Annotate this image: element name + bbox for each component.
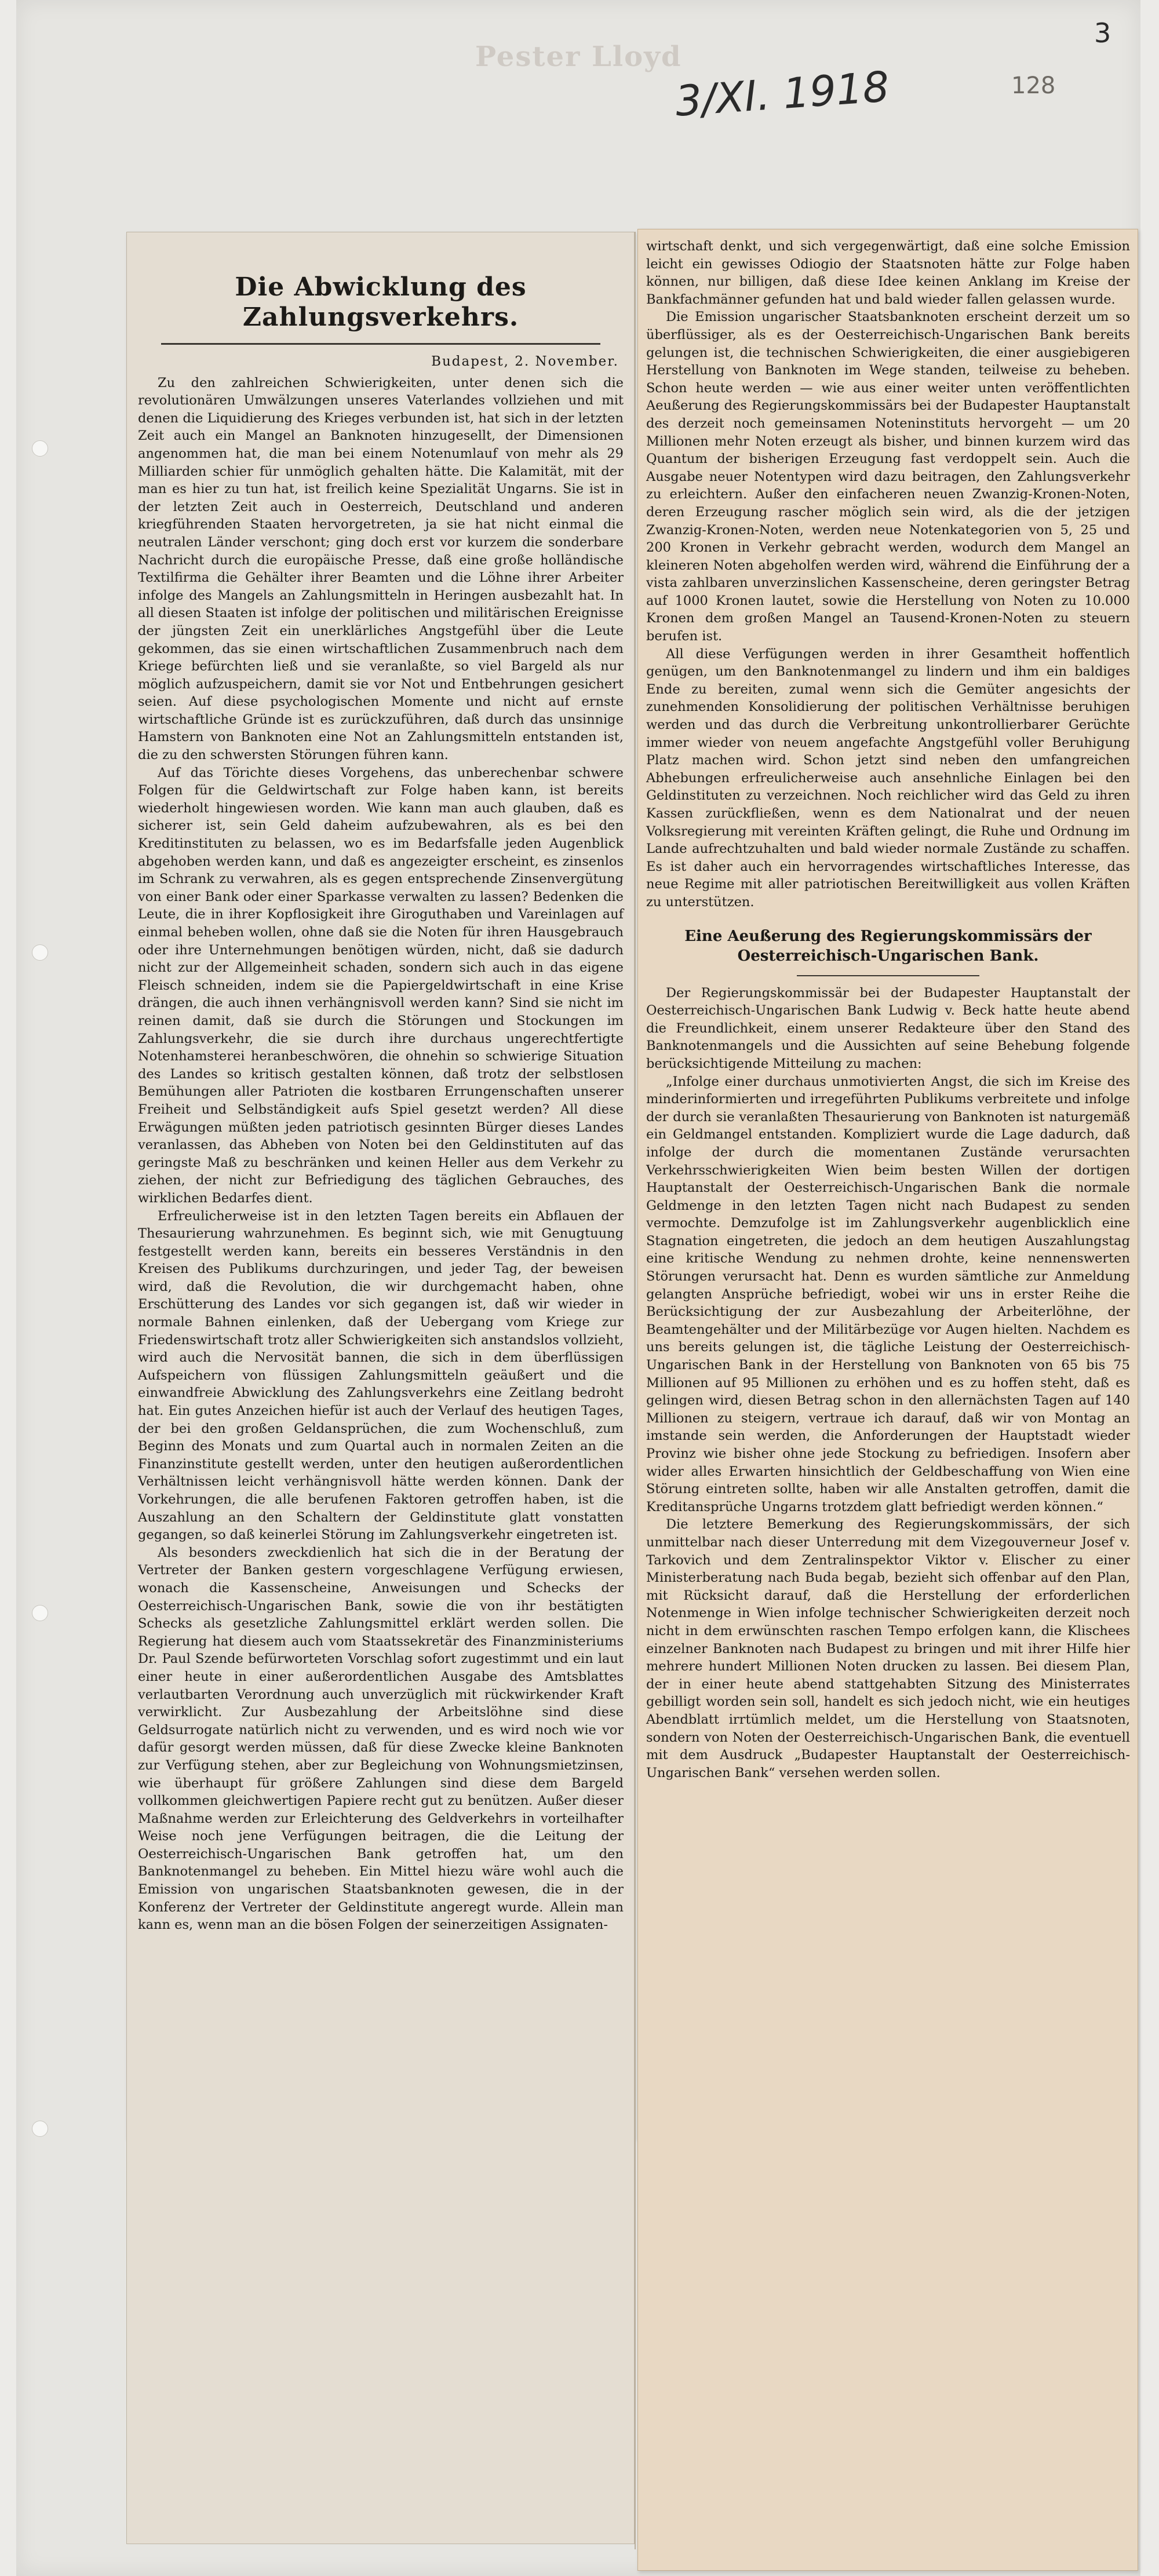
article-paragraph: wirtschaft denkt, und sich vergegenwärtigt, daß eine solche Emission leicht ein gewisses Odiogio der Staatsnoten hätte zur Folge haben können, nur billigen, daß diese Idee keinen Anklang im Kreise der Bankfachmänner gefunden hat und bald wieder fallen gelassen wurde. (646, 239, 1130, 307)
punch-hole (32, 1605, 48, 1621)
article-paragraph: Die Emission ungarischer Staatsbanknoten erscheint derzeit um so überflüssiger, als es der Oesterreichisch-Ungarischen Bank bereits gelungen ist, die technischen Schwierigkeiten, die einer ausgiebigeren Herstellung von Banknoten im Wege standen, teilweise zu beheben. Schon heute werden — wie aus einer weiter unten veröffentlichten Aeußerung des Regierungskommissärs bei der Budapester Hauptanstalt des derzeit noch gemeinsamen Noteninstituts hervorgeht — um 20 Millionen mehr Noten erzeugt als bisher, und binnen kurzem wird das Quantum der bisherigen Erzeugung fast verdoppelt sein. Auch die Ausgabe neuer Notentypen wird dazu beitragen, den Zahlungsverkehr zu erleichtern. Außer den einfacheren neuen Zwanzig-Kronen-Noten, deren Erzeugung rascher möglich sein wird, als die der jetzigen Zwanzig-Kronen-Noten, werden neue Notenkategorien von 5, 25 und 200 Kronen in Verkehr gebracht werden, wodurch dem Mangel an kleineren Noten abgeholfen werden wird, während die Einführung der a vista zahlbaren unverzinslichen Kassenscheine, deren geringster Betrag auf 1000 Kronen lautet, sowie die Herstellung von Noten zu 10.000 Kronen dem großen Mangel an Tausend-Kronen-Noten zu steuern berufen ist. (646, 309, 1130, 644)
article-dateline: Budapest, 2. November. (431, 354, 619, 369)
article-paragraph: Die letztere Bemerkung des Regierungskommissärs, der sich unmittelbar nach dieser Unterredung mit dem Vizegouverneur Josef v. Tarkovich und dem Zentralinspektor Viktor v. Elischer zu einer Ministerberatung nach Buda begab, bezieht sich offenbar auf den Plan, mit Rücksicht darauf, daß die Herstellung der erforderlichen Notenmenge in Wien infolge technischer Schwierigkeiten derzeit noch nicht in dem erwünschten raschen Tempo erfolgen kann, die Klischees einzelner Banknoten nach Budapest zu bringen und mit ihrer Hilfe hier mehrere hundert Millionen Noten drucken zu lassen. Bei diesem Plan, der in einer heute abend stattgehabten Sitzung des Ministerrates gebilligt worden sein soll, handelt es sich jedoch nicht, wie ein heutiges Abendblatt irrtümlich meldet, um die Herstellung von Staatsnoten, sondern von Noten der Oesterreichisch-Ungarischen Bank, die eventuell mit dem Ausdruck „Budapester Hauptanstalt der Oesterreichisch-Ungarischen Bank“ versehen werden sollen. (646, 1517, 1130, 1780)
article-paragraph: Zu den zahlreichen Schwierigkeiten, unter denen sich die revolutionären Umwälzungen unseres Vaterlandes vollziehen und mit denen die Liquidierung des Krieges verbunden ist, hat sich in der letzten Zeit auch ein Mangel an Banknoten hinzugesellt, der Dimensionen angenommen hat, die man bei einem Notenumlauf von mehr als 29 Milliarden schier für unmöglich gehalten hätte. Die Kalamität, mit der man es hier zu tun hat, ist freilich keine Spezialität Ungarns. Sie ist in der letzten Zeit auch in Oesterreich, Deutschland und anderen kriegführenden Staaten hervorgetreten, ja sie hat nicht einmal die neutralen Länder verschont; ging doch erst vor kurzem die sonderbare Nachricht durch die europäische Presse, daß eine große holländische Textilfirma die Gehälter ihrer Beamten und die Löhne ihrer Arbeiter infolge des Mangels an Zahlungsmitteln in Heringen ausbezahlt hat. In all diesen Staaten ist infolge der politischen und militärischen Ereignisse der jüngsten Zeit ein unerklärliches Angstgefühl über die Leute gekommen, das sie einen wirtschaftlichen Zusammenbruch nach dem Kriege befürchten ließ und sie veranlaßte, so viel Bargeld als nur möglich aufzuspeichern, damit sie vor Not und Entbehrungen gesichert seien. Auf diese psychologischen Momente und nicht auf ernste wirtschaftliche Gründe ist es zurückzuführen, daß durch das unsinnige Hamstern von Banknoten eine Not an Zahlungsmitteln entstanden ist, die zu den schwersten Störungen führen kann. (138, 375, 624, 763)
article-paragraph: All diese Verfügungen werden in ihrer Gesamtheit hoffentlich genügen, um den Banknotenmangel zu lindern und ihm ein baldiges Ende zu bereiten, zumal wenn sich die Gemüter angesichts der zunehmenden Konsolidierung der politischen Verhältnisse beruhigen werden und das durch die Verbreitung unkontrollierbarer Gerüchte immer wieder von neuem angefachte Angstgefühl voller Beruhigung Platz machen wird. Schon jetzt sind neben den umfangreichen Abhebungen erfreulicherweise auch ansehnliche Einlagen bei den Geldinstituten zu verzeichnen. Noch reichlicher wird das Geld zu ihren Kassen zurückfließen, wenn es dem Nationalrat und der neuen Volksregierung mit vereinten Kräften gelingt, die Ruhe und Ordnung im Lande aufrechtzuhalten und bald wieder normale Zustände zu schaffen. Es ist daher auch ein hervorragendes wirtschaftliches Interesse, das neue Regime mit aller patriotischen Bereitwilligkeit aus vollen Kräften zu unterstützen. (646, 646, 1130, 910)
punch-hole (32, 440, 48, 457)
subhead-rule (797, 975, 979, 976)
punch-hole (32, 2121, 48, 2137)
article-paragraph: Erfreulicherweise ist in den letzten Tagen bereits ein Abflauen der Thesaurierung wahrzunehmen. Es beginnt sich, wie mit Genugtuung festgestellt werden kann, bereits ein besseres Verständnis in den Kreisen des Publikums durchzuringen, und jeder Tag, der beweisen wird, daß die Revolution, die wir durchgemacht haben, ohne Erschütterung des Landes vor sich gegangen ist, daß wir wieder in normale Bahnen einlenken, daß der Uebergang vom Kriege zur Friedenswirtschaft trotz aller Schwierigkeiten sich anstandslos vollzieht, wird auch die Nervosität bannen, die sich in dem überflüssigen Aufspeichern von flüssigen Zahlungsmitteln geäußert und die einwandfreie Abwicklung des Zahlungsverkehrs eine Zeitlang bedroht hat. Ein gutes Anzeichen hiefür ist auch der Verlauf des heutigen Tages, der bei den großen Geldansprüchen, die zum Wochenschluß, zum Beginn des Monats und zum Quartal auch in normalen Zeiten an die Finanzinstitute gestellt werden, unter den heutigen außerordentlichen Verhältnissen leicht verhängnisvoll hätte werden können. Dank der Vorkehrungen, die alle berufenen Faktoren getroffen haben, ist die Auszahlung an den Schaltern der Geldinstitute glatt vonstatten gegangen, so daß keinerlei Störung im Zahlungsverkehr eingetreten ist. (138, 1208, 624, 1543)
clipping-left-tail (126, 2138, 635, 2544)
article-headline: Die Abwicklung des Zahlungsverkehrs. (235, 272, 527, 332)
punch-hole (32, 944, 48, 961)
page-number: 3 (1094, 17, 1111, 49)
article-paragraph: Auf das Törichte dieses Vorgehens, das unberechenbar schwere Folgen für die Geldwirtschaft zur Folge haben kann, ist bereits wiederholt hingewiesen worden. Wie kann man auch glauben, daß es sicherer ist, sein Geld daheim aufzubewahren, als es bei den Kreditinstituten zu belassen, wo es im Bedarfsfalle jeden Augenblick abgehoben werden kann, und daß es angezeigter erscheint, es zinsenlos im Schrank zu verwahren, als es gegen entsprechende Zinsenvergütung von einer Bank oder einer Sparkasse verwalten zu lassen? Bedenken die Leute, die in ihrer Kopflosigkeit ihre Giroguthaben und Vareinlagen auf einmal beheben wollen, ohne daß sie die Noten für ihren Hausgebrauch oder ihre Unternehmungen benötigen würden, nicht, daß sie dadurch nicht zur der Allgemeinheit schaden, sondern sich auch in das eigene Fleisch schneiden, indem sie die Papiergeldwirtschaft in eine Krise drängen, die auch ihnen verhängnisvoll werden kann? Sind sie nicht im reinen damit, daß sie durch die Störungen und Stockungen im Zahlungsverkehr, die sie durch ihre durchaus ungerechtfertigte Notenhamsterei heranbeschwören, die ohnehin so schwierige Situation des Landes so kritisch gestalten können, daß trotz der selbstlosen Bemühungen aller Patrioten die kostbaren Errungenschaften unserer Freiheit und Selbständigkeit aufs Spiel gesetzt werden? All diese Erwägungen müßten jeden patriotisch gesinnten Bürger dieses Landes veranlassen, das Abheben von Noten bei den Geldinstituten auf das geringste Maß zu beschränken und keinen Heller aus dem Verkehr zu ziehen, der nicht zur Befriedigung des täglichen Gebrauches, des wirklichen Bedarfes dient. (138, 765, 624, 1206)
article-subhead: Eine Aeußerung des Regierungskommissärs der Oesterreichisch-Ungarischen Bank. (684, 927, 1092, 965)
article-column-left (138, 249, 624, 1934)
article-paragraph: „Infolge einer durchaus unmotivierten Angst, die sich im Kreise des minderinformierten und irregeführten Publikums verbreitete und infolge der durch sie veranlaßten Thesaurierung von Banknoten ist naturgemäß ein Geldmangel entstanden. Kompliziert wurde die Lage dadurch, daß infolge der durch die momentanen Zustände verursachten Verkehrsschwierigkeiten Wien beim besten Willen der dortigen Hauptanstalt der Oesterreichisch-Ungarischen Bank die normale Geldmenge in den letzten Tagen nicht nach Budapest zu senden vermochte. Demzufolge ist im Zahlungsverkehr augenblicklich eine Stagnation eingetreten, die jedoch an dem heutigen Auszahlungstag eine kritische Wendung zu nehmen drohte, keine nennenswerten Störungen verursacht hat. Denn es wurden sämtliche zur Anmeldung gelangten Ansprüche befriedigt, wobei wir uns in erster Reihe die Berücksichtigung der zur Ausbezahlung der Arbeiterlöhne, der Beamtengehälter und der Militärbezüge vor Augen hielten. Nachdem es uns bereits gelungen ist, die tägliche Leistung der Oesterreichisch-Ungarischen Bank in der Herstellung von Banknoten von 65 bis 75 Millionen auf 95 Millionen zu erhöhen und es zu hoffen steht, daß es gelingen wird, diesen Betrag schon in den allernächsten Tagen auf 140 Millionen zu steigern, vertraue ich darauf, daß wir von Montag an imstande sein werden, die Anforderungen der Hauptstadt wieder Provinz wie bisher ohne jede Stockung zu befriedigen. Insofern aber wider alles Erwarten hinsichtlich der Geldbeschaffung von Wien eine Störung eintreten sollte, haben wir alle Anstalten getroffen, damit die Kreditansprüche Ungarns trotzdem glatt befriedigt werden können.“ (646, 1074, 1130, 1515)
archive-number: 128 (1011, 72, 1056, 99)
column-rule (635, 232, 636, 2549)
headline-rule (161, 343, 600, 345)
article-paragraph: Als besonders zweckdienlich hat sich die in der Beratung der Vertreter der Banken gestern vorgeschlagene Verfügung erwiesen, wonach die Kassenscheine, Anweisungen und Schecks der Oesterreichisch-Ungarischen Bank, sowie die von ihr bestätigten Schecks als gesetzliche Zahlungsmittel erklärt werden sollen. Die Regierung hat diesem auch vom Staatssekretär des Finanzministeriums Dr. Paul Szende befürworteten Vorschlag sofort zugestimmt und ein laut einer heute in einer außerordentlichen Ausgabe des Amtsblattes verlautbarten Verordnung auch unverzüglich mit rückwirkender Kraft verwirklicht. Zur Ausbezahlung der Arbeitslöhne sind diese Geldsurrogate natürlich nicht zu verwenden, und es wird noch wie vor dafür gesorgt werden müssen, daß für diese Zwecke kleine Banknoten zur Verfügung stehen, aber zur Begleichung von Wohnungsmietzinsen, wie überhaupt für größere Zahlungen sind diese dem Bargeld vollkommen gleichwertigen Papiere recht gut zu benützen. Außer dieser Maßnahme werden zur Erleichterung des Geldverkehrs in vorteilhafter Weise noch jene Verfügungen beitragen, die die Leitung der Oesterreichisch-Ungarischen Bank getroffen hat, um den Banknotenmangel zu beheben. Ein Mittel hiezu wäre wohl auch die Emission von ungarischen Staatsbanknoten gewesen, die in der Konferenz der Vertreter der Geldinstitute angeregt wurde. Allein man kann es, wenn man an die bösen Folgen der seinerzeitigen Assignaten- (138, 1545, 624, 1933)
article-paragraph: Der Regierungskommissär bei der Budapester Hauptanstalt der Oesterreichisch-Ungarischen Bank Ludwig v. Beck hatte heute abend die Freundlichkeit, einem unserer Redakteure über den Stand des Banknotenmangels und die Aussichten auf seine Behebung folgende berücksichtigende Mitteilung zu machen: (646, 985, 1130, 1071)
masthead-stamp: Pester Lloyd (475, 41, 682, 73)
handwritten-date: 3/XI. 1918 (673, 62, 891, 126)
article-column-right (646, 238, 1130, 1782)
